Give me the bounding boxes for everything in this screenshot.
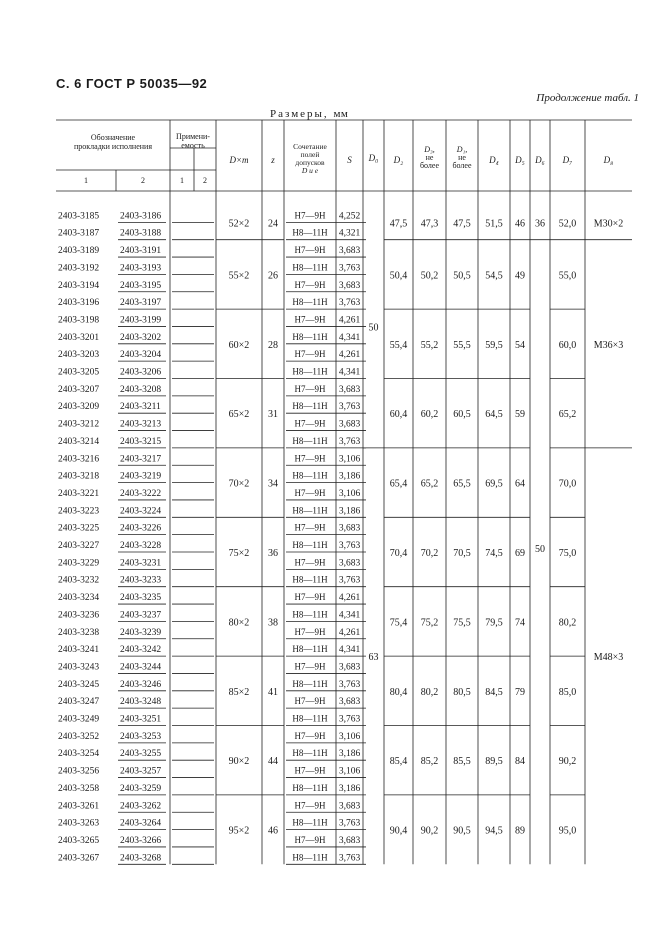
group-D7: 60,0 bbox=[558, 339, 577, 351]
thickness-S: 3,763 bbox=[338, 263, 361, 274]
designation-col1: 2403-3225 bbox=[58, 523, 100, 534]
header-dxm: D×m bbox=[229, 155, 249, 165]
group-D4: 89,5 bbox=[485, 756, 503, 768]
header-fits: Сочетание bbox=[293, 142, 327, 151]
header-col-2: 2 bbox=[141, 176, 145, 185]
designation-col1: 2403-3238 bbox=[58, 627, 100, 638]
fit-tolerance: H7—9H bbox=[294, 626, 326, 637]
designation-col1: 2403-3221 bbox=[58, 488, 100, 499]
designation-col2: 2403-3251 bbox=[120, 714, 162, 725]
thickness-S: 3,683 bbox=[338, 419, 361, 430]
fit-tolerance: H8—11H bbox=[292, 574, 328, 585]
group-D1: 55,5 bbox=[453, 339, 471, 351]
group-D6: 50 bbox=[535, 544, 545, 555]
designation-col1: 2403-3249 bbox=[58, 714, 100, 725]
designation-col2: 2403-3217 bbox=[120, 454, 162, 465]
designation-col1: 2403-3205 bbox=[58, 367, 100, 378]
thickness-S: 3,763 bbox=[338, 679, 361, 690]
designation-col1: 2403-3232 bbox=[58, 575, 100, 586]
designation-col2: 2403-3204 bbox=[120, 350, 162, 361]
fit-tolerance: H7—9H bbox=[294, 800, 326, 811]
designation-col2: 2403-3248 bbox=[120, 697, 162, 708]
thickness-S: 3,763 bbox=[338, 853, 361, 864]
group-z: 41 bbox=[268, 686, 278, 698]
thickness-S: 3,683 bbox=[338, 246, 361, 257]
group-dxm: 75×2 bbox=[228, 548, 250, 559]
group-D7: 52,0 bbox=[558, 218, 577, 230]
thickness-S: 4,341 bbox=[338, 367, 361, 378]
group-dxm: 85×2 bbox=[228, 686, 250, 698]
group-D5: 64 bbox=[515, 478, 525, 490]
group-D4: 69,5 bbox=[485, 478, 503, 490]
group-D4: 79,5 bbox=[485, 617, 503, 629]
fit-tolerance: H7—9H bbox=[294, 765, 326, 776]
group-D3: 50,2 bbox=[420, 270, 439, 282]
group-D7: 70,0 bbox=[558, 478, 577, 490]
designation-col1: 2403-3247 bbox=[58, 697, 100, 708]
fit-tolerance: H7—9H bbox=[294, 661, 326, 672]
designation-col2: 2403-3188 bbox=[120, 228, 162, 239]
group-D4: 64,5 bbox=[485, 409, 503, 421]
thickness-S: 3,763 bbox=[338, 402, 361, 413]
designation-col2: 2403-3235 bbox=[120, 593, 162, 604]
designation-col1: 2403-3194 bbox=[58, 280, 100, 291]
group-D5: 46 bbox=[515, 218, 525, 230]
designation-col1: 2403-3185 bbox=[58, 211, 100, 222]
designation-col1: 2403-3265 bbox=[58, 835, 100, 846]
designation-col2: 2403-3197 bbox=[120, 298, 162, 309]
designation-col1: 2403-3218 bbox=[58, 471, 100, 482]
thickness-S: 3,106 bbox=[338, 766, 361, 777]
group-z: 24 bbox=[268, 218, 278, 230]
designation-col2: 2403-3237 bbox=[120, 610, 162, 621]
thickness-S: 4,261 bbox=[338, 593, 361, 604]
designation-col2: 2403-3213 bbox=[120, 419, 162, 430]
thickness-S: 3,106 bbox=[338, 731, 361, 742]
group-dxm: 60×2 bbox=[228, 339, 250, 351]
designation-col1: 2403-3209 bbox=[58, 402, 100, 413]
thickness-S: 4,252 bbox=[338, 211, 361, 222]
group-D4: 84,5 bbox=[485, 686, 503, 698]
designation-col2: 2403-3202 bbox=[120, 332, 162, 343]
designation-col2: 2403-3253 bbox=[120, 731, 162, 742]
thickness-S: 3,106 bbox=[338, 488, 361, 499]
fit-tolerance: H7—9H bbox=[294, 383, 326, 394]
fit-tolerance: H7—9H bbox=[294, 834, 326, 845]
thickness-S: 3,763 bbox=[338, 298, 361, 309]
thickness-S: 3,683 bbox=[338, 523, 361, 534]
designation-col2: 2403-3239 bbox=[120, 627, 162, 638]
group-D2: 75,4 bbox=[389, 617, 408, 629]
designation-col1: 2403-3189 bbox=[58, 246, 100, 257]
group-D3: 55,2 bbox=[420, 339, 439, 351]
group-D8: M30×2 bbox=[593, 218, 624, 230]
group-D2: 65,4 bbox=[389, 478, 408, 490]
group-D5: 89 bbox=[515, 825, 525, 837]
header-applicability: емость bbox=[181, 141, 205, 150]
designation-col1: 2403-3198 bbox=[58, 315, 100, 326]
designation-col2: 2403-3264 bbox=[120, 818, 162, 829]
header-D3: более bbox=[419, 161, 440, 170]
designation-col2: 2403-3211 bbox=[120, 402, 161, 413]
designation-col1: 2403-3187 bbox=[58, 228, 100, 239]
group-D2: 60,4 bbox=[389, 409, 408, 421]
fit-tolerance: H8—11H bbox=[292, 817, 328, 828]
designation-col1: 2403-3245 bbox=[58, 679, 100, 690]
group-D1: 60,5 bbox=[453, 409, 471, 421]
group-D3: 65,2 bbox=[420, 478, 439, 490]
thickness-S: 3,186 bbox=[338, 506, 361, 517]
designation-col2: 2403-3191 bbox=[120, 246, 162, 257]
fit-tolerance: H8—11H bbox=[292, 297, 328, 308]
thickness-S: 3,186 bbox=[338, 471, 361, 482]
header-D3: D₃, bbox=[424, 145, 435, 154]
designation-col1: 2403-3212 bbox=[58, 419, 100, 430]
group-D2: 90,4 bbox=[389, 825, 408, 837]
fit-tolerance: H8—11H bbox=[292, 782, 328, 793]
group-D5: 84 bbox=[515, 756, 525, 768]
group-D7: 80,2 bbox=[558, 617, 577, 629]
thickness-S: 3,683 bbox=[338, 801, 361, 812]
group-D7: 95,0 bbox=[558, 825, 577, 837]
thickness-S: 3,763 bbox=[338, 541, 361, 551]
thickness-S: 3,763 bbox=[338, 436, 361, 447]
group-dxm: 95×2 bbox=[228, 825, 250, 837]
designation-col2: 2403-3215 bbox=[120, 436, 162, 447]
header-D1: не bbox=[458, 153, 466, 162]
fit-tolerance: H7—9H bbox=[294, 349, 326, 360]
header-D1: D₁, bbox=[456, 145, 468, 154]
thickness-S: 4,261 bbox=[338, 627, 361, 638]
thickness-S: 3,683 bbox=[338, 558, 361, 569]
thickness-S: 3,683 bbox=[338, 662, 361, 673]
group-D3: 60,2 bbox=[420, 409, 439, 421]
designation-col2: 2403-3231 bbox=[120, 558, 162, 569]
header-D7: D₇ bbox=[562, 155, 573, 165]
designation-col1: 2403-3227 bbox=[58, 541, 100, 551]
designation-col2: 2403-3268 bbox=[120, 853, 162, 864]
designation-col1: 2403-3214 bbox=[58, 436, 100, 447]
fit-tolerance: H7—9H bbox=[294, 418, 326, 429]
group-D2: 47,5 bbox=[389, 218, 408, 230]
group-D2: 70,4 bbox=[389, 548, 408, 559]
designation-col1: 2403-3207 bbox=[58, 384, 100, 395]
group-dxm: 90×2 bbox=[228, 756, 250, 768]
header-D2: D₂ bbox=[393, 155, 404, 165]
fit-tolerance: H8—11H bbox=[292, 262, 328, 273]
header-fits: D и e bbox=[301, 166, 319, 175]
header-designation: прокладки исполнения bbox=[73, 142, 153, 151]
group-D1: 90,5 bbox=[453, 825, 471, 837]
thickness-S: 3,683 bbox=[338, 280, 361, 291]
group-D4: 51,5 bbox=[485, 218, 503, 230]
group-D4: 59,5 bbox=[485, 339, 503, 351]
group-D7: 75,0 bbox=[558, 548, 577, 559]
thickness-S: 4,341 bbox=[338, 610, 361, 621]
designation-col2: 2403-3226 bbox=[120, 523, 162, 534]
header-D8: D₈ bbox=[603, 155, 614, 165]
header-designation: Обозначение bbox=[90, 133, 136, 142]
group-D0: 63 bbox=[368, 652, 379, 664]
fit-tolerance: H8—11H bbox=[292, 401, 328, 412]
fit-tolerance: H7—9H bbox=[294, 210, 326, 221]
fit-tolerance: H8—11H bbox=[292, 678, 328, 689]
thickness-S: 3,763 bbox=[338, 575, 361, 586]
group-D3: 85,2 bbox=[420, 756, 439, 768]
group-dxm: 65×2 bbox=[228, 409, 250, 421]
group-D4: 54,5 bbox=[485, 270, 503, 282]
header-D1: более bbox=[452, 161, 472, 170]
group-D2: 50,4 bbox=[389, 270, 408, 282]
designation-col2: 2403-3206 bbox=[120, 367, 162, 378]
header-app-1: 1 bbox=[180, 176, 184, 185]
group-D5: 69 bbox=[515, 548, 525, 559]
group-dxm: 80×2 bbox=[228, 617, 250, 629]
group-D2: 80,4 bbox=[389, 686, 408, 698]
fit-tolerance: H8—11H bbox=[292, 540, 328, 550]
table-continuation-label: Продолжение табл. 1 bbox=[536, 92, 639, 104]
group-D7: 65,2 bbox=[558, 409, 577, 421]
designation-col1: 2403-3196 bbox=[58, 298, 100, 309]
fit-tolerance: H7—9H bbox=[294, 522, 326, 533]
group-z: 31 bbox=[268, 409, 278, 421]
group-D5: 79 bbox=[515, 686, 525, 698]
header-z: z bbox=[271, 155, 275, 165]
fit-tolerance: H8—11H bbox=[292, 713, 328, 724]
group-D3: 75,2 bbox=[420, 617, 439, 629]
fit-tolerance: H7—9H bbox=[294, 557, 326, 568]
designation-col1: 2403-3216 bbox=[58, 454, 100, 465]
designation-col1: 2403-3254 bbox=[58, 749, 100, 760]
designation-col1: 2403-3234 bbox=[58, 593, 100, 604]
header-app-2: 2 bbox=[203, 176, 207, 185]
group-D2: 55,4 bbox=[389, 339, 408, 351]
group-z: 26 bbox=[268, 270, 278, 282]
designation-col2: 2403-3224 bbox=[120, 506, 162, 517]
group-D1: 70,5 bbox=[453, 548, 471, 559]
designation-col2: 2403-3259 bbox=[120, 783, 162, 794]
designation-col1: 2403-3241 bbox=[58, 645, 100, 656]
designation-col2: 2403-3244 bbox=[120, 662, 162, 673]
fit-tolerance: H8—11H bbox=[292, 852, 328, 863]
group-D1: 75,5 bbox=[453, 617, 471, 629]
group-D3: 90,2 bbox=[420, 825, 439, 837]
designation-col2: 2403-3233 bbox=[120, 575, 162, 586]
designation-col2: 2403-3257 bbox=[120, 766, 162, 777]
designation-col2: 2403-3186 bbox=[120, 211, 162, 222]
group-D6: 36 bbox=[535, 218, 545, 230]
designation-col1: 2403-3223 bbox=[58, 506, 100, 517]
designation-col1: 2403-3229 bbox=[58, 558, 100, 569]
group-D1: 85,5 bbox=[453, 756, 471, 768]
caption-unit: мм bbox=[333, 108, 349, 120]
group-D7: 90,2 bbox=[558, 756, 577, 768]
fit-tolerance: H8—11H bbox=[292, 609, 328, 620]
designation-col1: 2403-3252 bbox=[58, 731, 100, 742]
fit-tolerance: H8—11H bbox=[292, 435, 328, 446]
fit-tolerance: H7—9H bbox=[294, 314, 326, 325]
designation-col2: 2403-3193 bbox=[120, 263, 162, 274]
thickness-S: 3,683 bbox=[338, 697, 361, 708]
group-D3: 80,2 bbox=[420, 686, 439, 698]
thickness-S: 3,186 bbox=[338, 783, 361, 794]
group-D3: 47,3 bbox=[420, 218, 439, 230]
group-z: 36 bbox=[268, 548, 278, 559]
header-S: S bbox=[347, 155, 352, 165]
group-D5: 54 bbox=[515, 339, 525, 351]
group-dxm: 52×2 bbox=[228, 218, 250, 230]
header-D4: D₄ bbox=[489, 155, 499, 165]
fit-tolerance: H7—9H bbox=[294, 487, 326, 498]
group-D8: M48×3 bbox=[593, 652, 624, 664]
designation-col2: 2403-3266 bbox=[120, 835, 162, 846]
fit-tolerance: H8—11H bbox=[292, 644, 328, 655]
group-D1: 47,5 bbox=[453, 218, 471, 230]
fit-tolerance: H8—11H bbox=[292, 227, 328, 238]
designation-col2: 2403-3222 bbox=[120, 488, 162, 499]
group-D7: 85,0 bbox=[558, 686, 577, 698]
thickness-S: 4,341 bbox=[338, 332, 361, 343]
header-fits: полей bbox=[300, 150, 320, 159]
designation-col2: 2403-3219 bbox=[120, 471, 162, 482]
group-D1: 80,5 bbox=[453, 686, 471, 698]
group-D7: 55,0 bbox=[558, 270, 577, 282]
fit-tolerance: H8—11H bbox=[292, 366, 328, 377]
designation-col2: 2403-3199 bbox=[120, 315, 162, 326]
designation-col2: 2403-3255 bbox=[120, 749, 162, 760]
group-z: 38 bbox=[268, 617, 278, 629]
fit-tolerance: H7—9H bbox=[294, 279, 326, 290]
fit-tolerance: H7—9H bbox=[294, 592, 326, 603]
thickness-S: 4,261 bbox=[338, 315, 361, 326]
group-D4: 94,5 bbox=[485, 825, 503, 837]
group-D3: 70,2 bbox=[420, 548, 439, 559]
header-fits: допусков bbox=[295, 158, 325, 167]
designation-col2: 2403-3195 bbox=[120, 280, 162, 291]
page-header: С. 6 ГОСТ Р 50035—92 bbox=[56, 76, 208, 91]
header-applicability: Примени- bbox=[176, 132, 210, 141]
designation-col1: 2403-3236 bbox=[58, 610, 100, 621]
group-dxm: 70×2 bbox=[228, 478, 250, 490]
group-z: 44 bbox=[268, 756, 278, 768]
fit-tolerance: H8—11H bbox=[292, 505, 328, 516]
header-D3: не bbox=[425, 153, 434, 162]
designation-col1: 2403-3201 bbox=[58, 332, 100, 343]
caption-text: Размеры, bbox=[270, 108, 329, 120]
group-D1: 50,5 bbox=[453, 270, 471, 282]
fit-tolerance: H7—9H bbox=[294, 453, 326, 464]
designation-col1: 2403-3267 bbox=[58, 853, 100, 864]
designation-col1: 2403-3258 bbox=[58, 783, 100, 794]
group-dxm: 55×2 bbox=[228, 270, 250, 282]
header-D5: D₅ bbox=[515, 155, 525, 165]
designation-col2: 2403-3246 bbox=[120, 679, 162, 690]
fit-tolerance: H8—11H bbox=[292, 748, 328, 759]
fit-tolerance: H7—9H bbox=[294, 245, 326, 256]
thickness-S: 3,683 bbox=[338, 384, 361, 395]
designation-col2: 2403-3242 bbox=[120, 645, 162, 656]
designation-col1: 2403-3256 bbox=[58, 766, 100, 777]
thickness-S: 4,321 bbox=[338, 228, 361, 239]
fit-tolerance: H8—11H bbox=[292, 470, 328, 481]
thickness-S: 4,341 bbox=[338, 645, 361, 656]
group-D0: 50 bbox=[368, 322, 379, 334]
group-z: 34 bbox=[268, 478, 278, 490]
designation-col2: 2403-3262 bbox=[120, 801, 162, 812]
header-D0: D₀ bbox=[368, 153, 379, 163]
header-D6: D₆ bbox=[535, 155, 545, 165]
group-z: 28 bbox=[268, 339, 278, 351]
thickness-S: 3,106 bbox=[338, 454, 361, 465]
designation-col2: 2403-3228 bbox=[120, 541, 162, 551]
group-D5: 49 bbox=[515, 270, 525, 282]
thickness-S: 3,683 bbox=[338, 835, 361, 846]
thickness-S: 3,763 bbox=[338, 818, 361, 829]
fit-tolerance: H7—9H bbox=[294, 730, 326, 741]
designation-col2: 2403-3208 bbox=[120, 384, 162, 395]
fit-tolerance: H7—9H bbox=[294, 696, 326, 707]
designation-col1: 2403-3243 bbox=[58, 662, 100, 673]
designation-col1: 2403-3192 bbox=[58, 263, 100, 274]
thickness-S: 3,186 bbox=[338, 749, 361, 760]
designation-col1: 2403-3261 bbox=[58, 801, 100, 812]
group-D2: 85,4 bbox=[389, 756, 408, 768]
group-D4: 74,5 bbox=[485, 548, 503, 559]
designation-col1: 2403-3263 bbox=[58, 818, 100, 829]
group-D8: M36×3 bbox=[593, 339, 624, 351]
thickness-S: 3,763 bbox=[338, 714, 361, 725]
group-z: 46 bbox=[268, 825, 278, 837]
thickness-S: 4,261 bbox=[338, 350, 361, 361]
designation-col1: 2403-3203 bbox=[58, 350, 100, 361]
fit-tolerance: H8—11H bbox=[292, 331, 328, 342]
header-col-1: 1 bbox=[84, 176, 88, 185]
group-D5: 59 bbox=[515, 409, 525, 421]
group-D5: 74 bbox=[515, 617, 525, 629]
group-D1: 65,5 bbox=[453, 478, 471, 490]
